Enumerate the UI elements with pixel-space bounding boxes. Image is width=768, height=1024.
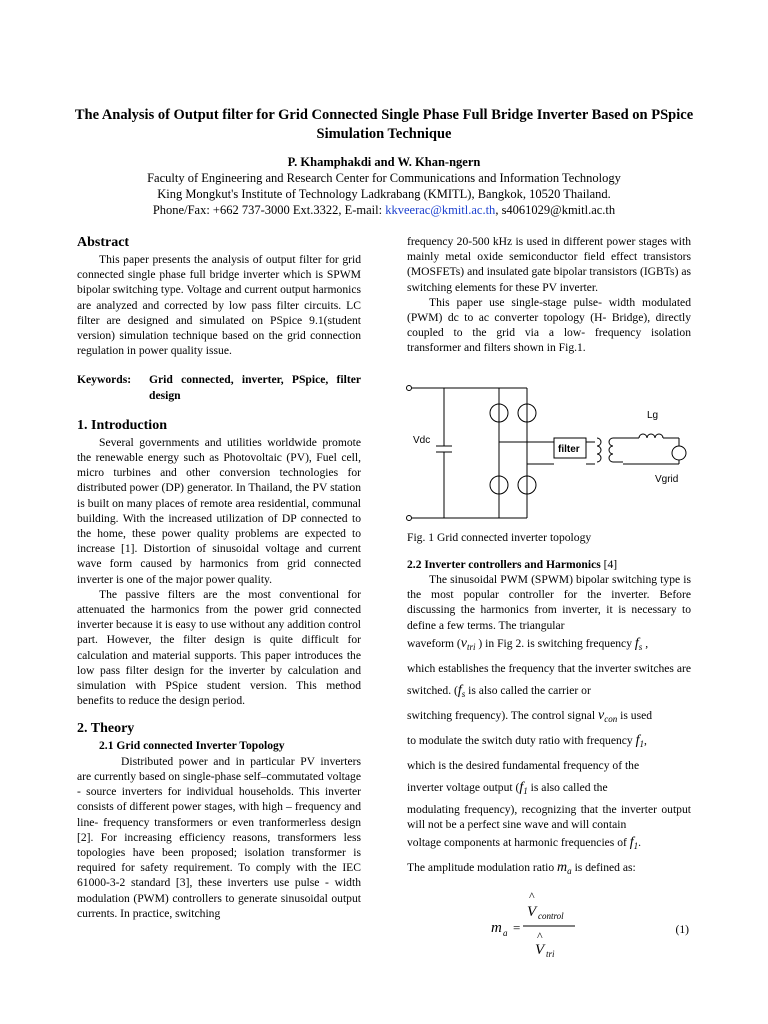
theory-sub1: 2.1 Grid connected Inverter Topology [99, 739, 285, 753]
intro-p1: Several governments and utilities worldwide promote the renewable energy such as Photovoltaic (PV), Fuel cell, micro turbines and other conversion technologies for distributed power (DP) generator. In Thailand, the PV station is built on many places of remote area residential, communal building. With the increased utilization of DP connected to the home, these power quality problems are expected to increase [1]. Distortion of sinusoidal voltage and current wave form caused by harmonics from grid connected inverter is one of the major power quality. [77, 435, 361, 586]
paper-title: The Analysis of Output filter for Grid Connected Single Phase Full Bridge Inverter Based on PSpice Simulation Technique [74, 107, 694, 142]
eq-v-bottom: V [535, 942, 545, 959]
equation-1 [407, 886, 691, 962]
sym-s2: s [461, 688, 466, 699]
intro-heading: 1. Introduction [77, 417, 167, 433]
sym-f5: f [629, 835, 634, 851]
sym-m: m [557, 860, 568, 876]
sym-con: con [604, 713, 618, 724]
sec22-ref: [4] [600, 557, 618, 571]
t-wave: waveform ( [407, 636, 461, 650]
sec22-line-volt [407, 832, 691, 857]
abstract-text: This paper presents the analysis of output filter for grid connected single phase full bridge inverter which is SPWM bipolar switching type. Voltage and current output harmonics are analyzed and corrected by low pass filter circuits. LC filter are designed and simulated on PSpice 9.1(student version) simulation technique based on the grid connection regulation in power quality issue. [77, 253, 361, 358]
inverter-topology-diagram [399, 380, 699, 530]
abstract-heading: Abstract [77, 235, 130, 250]
sym-1b: 1 [523, 785, 528, 796]
sym-s: s [638, 641, 643, 652]
t-amp: The amplitude modulation ratio [407, 861, 558, 875]
email2: , s4061029@kmitl.ac.th [495, 203, 616, 217]
t-carrier: is also called the carrier or [465, 683, 591, 697]
authors: P. Khamphakdi and W. Khan-ngern [287, 155, 481, 169]
theory-heading: 2. Theory [77, 721, 135, 737]
sym-f4: f [519, 779, 524, 795]
label-lg: Lg [647, 409, 659, 421]
label-vgrid: Vgrid [655, 473, 679, 485]
affiliation-line1: Faculty of Engineering and Research Center for Communications and Information Technology [147, 171, 621, 185]
sec22-line-control [407, 705, 691, 730]
eq-m: m [491, 920, 502, 937]
t-used: is used [617, 708, 653, 722]
sec22-line-modulate: to modulate the switch duty ratio with frequency $f_1$, [407, 732, 647, 749]
t-inv: inverter voltage output ( [407, 780, 520, 794]
sym-1: 1 [639, 738, 644, 749]
sec22-line-inv [407, 777, 691, 802]
sym-a: a [567, 866, 572, 877]
right-p2: This paper use single-stage pulse- width modulated (PWM) dc to ac converter topology (H- Bridge), directly coupled to the grid via a low- frequency isolation transformer and filters shown in Fig.1. [407, 295, 691, 355]
right-column [407, 234, 691, 962]
sec22-line-amp [407, 857, 691, 882]
t-mod: to modulate the switch duty ratio with frequency [407, 733, 636, 747]
sym-tri: tri [466, 641, 476, 652]
label-filter: filter [558, 443, 580, 455]
keywords [77, 372, 361, 402]
sec22-p1: The sinusoidal PWM (SPWM) bipolar switching type is the most popular controller for the inverter. Before discussing the harmonics from inverter, it is necessary to define a few terms. The triangular [407, 573, 691, 632]
sym-1c: 1 [633, 841, 639, 852]
contact-line [60, 202, 708, 218]
sym-v: v [460, 635, 467, 651]
eq-hat-bottom: ^ [537, 929, 543, 944]
figure-caption: Fig. 1 Grid connected inverter topology [407, 530, 592, 544]
sym-f3: f [635, 732, 640, 748]
sec22-rest: modulating frequency), recognizing that the inverter output will not be a perfect sine wave and will contain [407, 802, 691, 832]
equation-1-svg [407, 886, 691, 962]
sym-v2: v [598, 707, 605, 723]
sec22-heading [407, 557, 691, 572]
email-link[interactable]: kkveerac@kmitl.ac.th [385, 203, 496, 217]
eq-hat-top: ^ [529, 889, 535, 904]
eq-equals: = [513, 920, 521, 936]
t-which: which establishes the frequency that the inverter switches are switched. ( [407, 661, 691, 697]
sym-f2: f [457, 682, 462, 698]
eq-tri: tri [546, 949, 555, 960]
label-vdc: Vdc [413, 434, 431, 446]
figure-1 [399, 380, 699, 530]
intro-p2: The passive filters are the most conventional for attenuated the harmonics from the power grid connected inverter because it is easy to use without any addition control part. However, the filter design is quite difficult for calculation and material supports. This paper introduces the low pass filter design for the inverter by calculation and simulation with PSpice student version. This method benefits to reduce the design period. [77, 587, 361, 708]
theory-p1: Distributed power and in particular PV inverters are currently based on single-phase self–commutated voltage - source inverters for individual households. This inverter consists of different power stages, with high – frequency and line- frequency transformers or even tranformerless design [2]. For increasing efficiency reasons, transformers less topologies have been proposed; isolation transformer is required for safety requirement. To comply with the IEC 61000-3-2 standard [3], these inverters use pulse - width modulation (PWM) controllers to generate sinusoidal output currents. In practice, switching [77, 754, 361, 920]
keywords-label: Keywords: [77, 373, 132, 387]
eq-control: control [538, 911, 564, 922]
equation-number: (1) [675, 923, 689, 937]
left-column [77, 234, 361, 921]
eq-v-top: V [527, 904, 537, 921]
sym-f: f [634, 635, 639, 651]
t-period: . [638, 836, 642, 850]
t-def: is defined as: [571, 861, 636, 875]
affiliation [60, 170, 708, 218]
right-p1: frequency 20-500 kHz is used in different power stages with mainly metal oxide semiconductor field effect transistors (MOSFETs) and insulated gate bipolar transistors (IGBTs) as switching elements for these PV inverter. [407, 235, 691, 294]
sec22-line-waveform [407, 633, 691, 658]
sec22-title: 2.2 Inverter controllers and Harmonics [407, 557, 601, 571]
affiliation-line2: King Mongkut's Institute of Technology Ladkrabang (KMITL), Bangkok, 10520 Thailand. [157, 187, 611, 201]
contact-prefix: Phone/Fax: +662 737-3000 Ext.3322, E-mail: [152, 203, 386, 217]
keywords-text: Grid connected, inverter, PSpice, filter design [149, 373, 361, 402]
t-sw: switching frequency). The control signal [407, 708, 599, 722]
t-comma: , [642, 636, 649, 650]
sec22-line-which [407, 658, 691, 705]
t-also: is also called the [527, 780, 608, 794]
sec22-line-which2: which is the desired fundamental frequency of the [407, 758, 640, 772]
t-volt: voltage components at harmonic frequencies of [407, 836, 630, 850]
t-fig: ) in Fig 2. is switching frequency [475, 636, 635, 650]
eq-a: a [503, 928, 508, 939]
